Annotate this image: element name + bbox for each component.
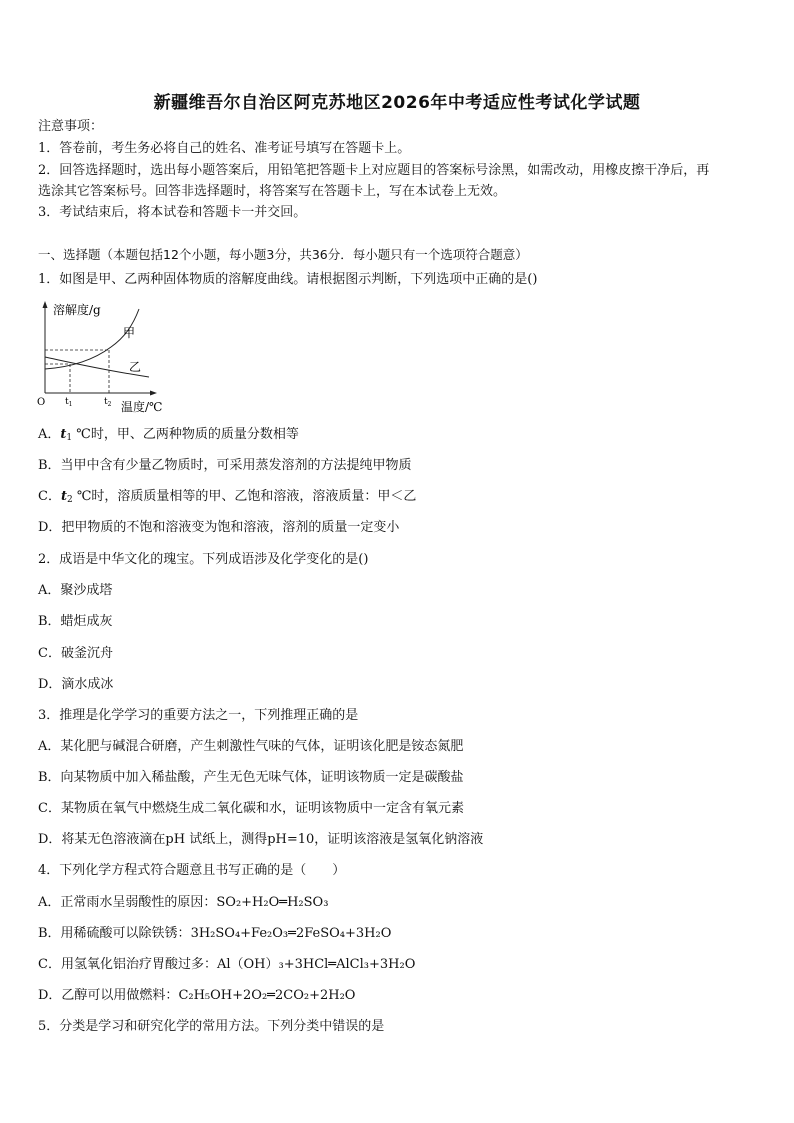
y-axis-label: 溶解度/g	[53, 303, 101, 317]
t1-label: $t_1$	[65, 397, 73, 408]
option-text: D．乙醇可以用做燃料：	[38, 988, 179, 1003]
notice-item-2-line-2: 选涂其它答案标号。回答非选择题时，将答案写在答题卡上，写在本试卷上无效。	[38, 184, 507, 199]
chemical-equation: C₂H₅OH+2O₂═2CO₂+2H₂O	[178, 988, 356, 1003]
origin-label: O	[37, 397, 46, 408]
question-1-option-d: D．把甲物质的不饱和溶液变为饱和溶液，溶剂的质量一定变小	[38, 520, 400, 535]
question-3-stem: 3．推理是化学学习的重要方法之一，下列推理正确的是	[38, 708, 359, 723]
temperature-subscript: 2	[66, 495, 73, 505]
question-3-option-a: A．某化肥与碱混合研磨，产生刺激性气味的气体，证明该化肥是铵态氮肥	[38, 739, 464, 754]
question-3-option-b: B．向某物质中加入稀盐酸，产生无色无味气体，证明该物质一定是碳酸盐	[38, 770, 464, 785]
question-2-option-b: B．蜡炬成灰	[38, 614, 113, 629]
temperature-subscript: 1	[66, 433, 73, 443]
temperature-symbol: t	[60, 427, 67, 442]
option-text: ℃时，溶质质量相等的甲、乙饱和溶液，溶液质量：甲＜乙	[72, 489, 417, 504]
question-4-stem: 4．下列化学方程式符合题意且书写正确的是（ ）	[38, 863, 346, 878]
question-4-option-b	[38, 925, 391, 943]
question-2-option-c: C．破釜沉舟	[38, 646, 113, 661]
option-text: B．用稀硫酸可以除铁锈：	[38, 926, 191, 941]
section-heading: 一、选择题（本题包括12个小题，每小题3分，共36分．每小题只有一个选项符合题意）	[38, 247, 528, 262]
question-2-option-a: A．聚沙成塔	[38, 583, 113, 598]
question-2-option-d: D．滴水成冰	[38, 677, 114, 692]
question-1-stem: 1．如图是甲、乙两种固体物质的溶解度曲线。请根据图示判断，下列选项中正确的是()	[38, 272, 538, 287]
question-2-stem: 2．成语是中华文化的瑰宝。下列成语涉及化学变化的是()	[38, 552, 369, 567]
curve-yi-label: 乙	[129, 360, 142, 374]
question-3-option-d: D．将某无色溶液滴在pH 试纸上，测得pH=10，证明该溶液是氢氧化钠溶液	[38, 832, 484, 847]
t2-label: $t_2$	[104, 397, 112, 408]
chemical-equation: Al（OH）₃+3HCl═AlCl₃+3H₂O	[216, 957, 416, 972]
chemical-equation: SO₂+H₂O═H₂SO₃	[216, 895, 329, 910]
notice-heading: 注意事项：	[38, 119, 104, 134]
notice-item-1: 1．答卷前，考生务必将自己的姓名、准考证号填写在答题卡上。	[38, 141, 411, 156]
question-5-stem: 5．分类是学习和研究化学的常用方法。下列分类中错误的是	[38, 1019, 385, 1034]
exam-title: 新疆维吾尔自治区阿克苏地区2026年中考适应性考试化学试题	[153, 93, 641, 113]
x-axis-label: 温度/℃	[121, 400, 163, 414]
option-prefix: A．	[38, 427, 61, 442]
temperature-symbol: t	[60, 489, 67, 504]
x-axis-arrow	[150, 391, 157, 396]
chemical-equation: 3H₂SO₄+Fe₂O₃═2FeSO₄+3H₂O	[190, 926, 392, 941]
curve-jia-label: 甲	[123, 326, 136, 340]
question-1-option-a	[38, 426, 299, 444]
option-text: ℃时，甲、乙两种物质的质量分数相等	[72, 427, 299, 442]
question-1-option-c	[38, 488, 416, 506]
question-4-option-a	[38, 894, 328, 912]
option-text: C．用氢氧化铝治疗胃酸过多：	[38, 957, 217, 972]
option-prefix: C．	[38, 489, 61, 504]
question-3-option-c: C．某物质在氧气中燃烧生成二氧化碳和水，证明该物质中一定含有氧元素	[38, 801, 464, 816]
option-text: A．正常雨水呈弱酸性的原因：	[38, 895, 217, 910]
notice-item-3: 3．考试结束后，将本试卷和答题卡一并交回。	[38, 205, 307, 220]
notice-item-2-line-1: 2．回答选择题时，选出每小题答案后，用铅笔把答题卡上对应题目的答案标号涂黑，如需改动，用橡皮擦干净后，再	[38, 163, 710, 178]
question-4-option-d	[38, 987, 355, 1005]
question-1-option-b: B．当甲中含有少量乙物质时，可采用蒸发溶剂的方法提纯甲物质	[38, 458, 412, 473]
y-axis-arrow	[43, 301, 48, 308]
solubility-curve-figure	[33, 297, 193, 415]
question-4-option-c	[38, 956, 415, 974]
